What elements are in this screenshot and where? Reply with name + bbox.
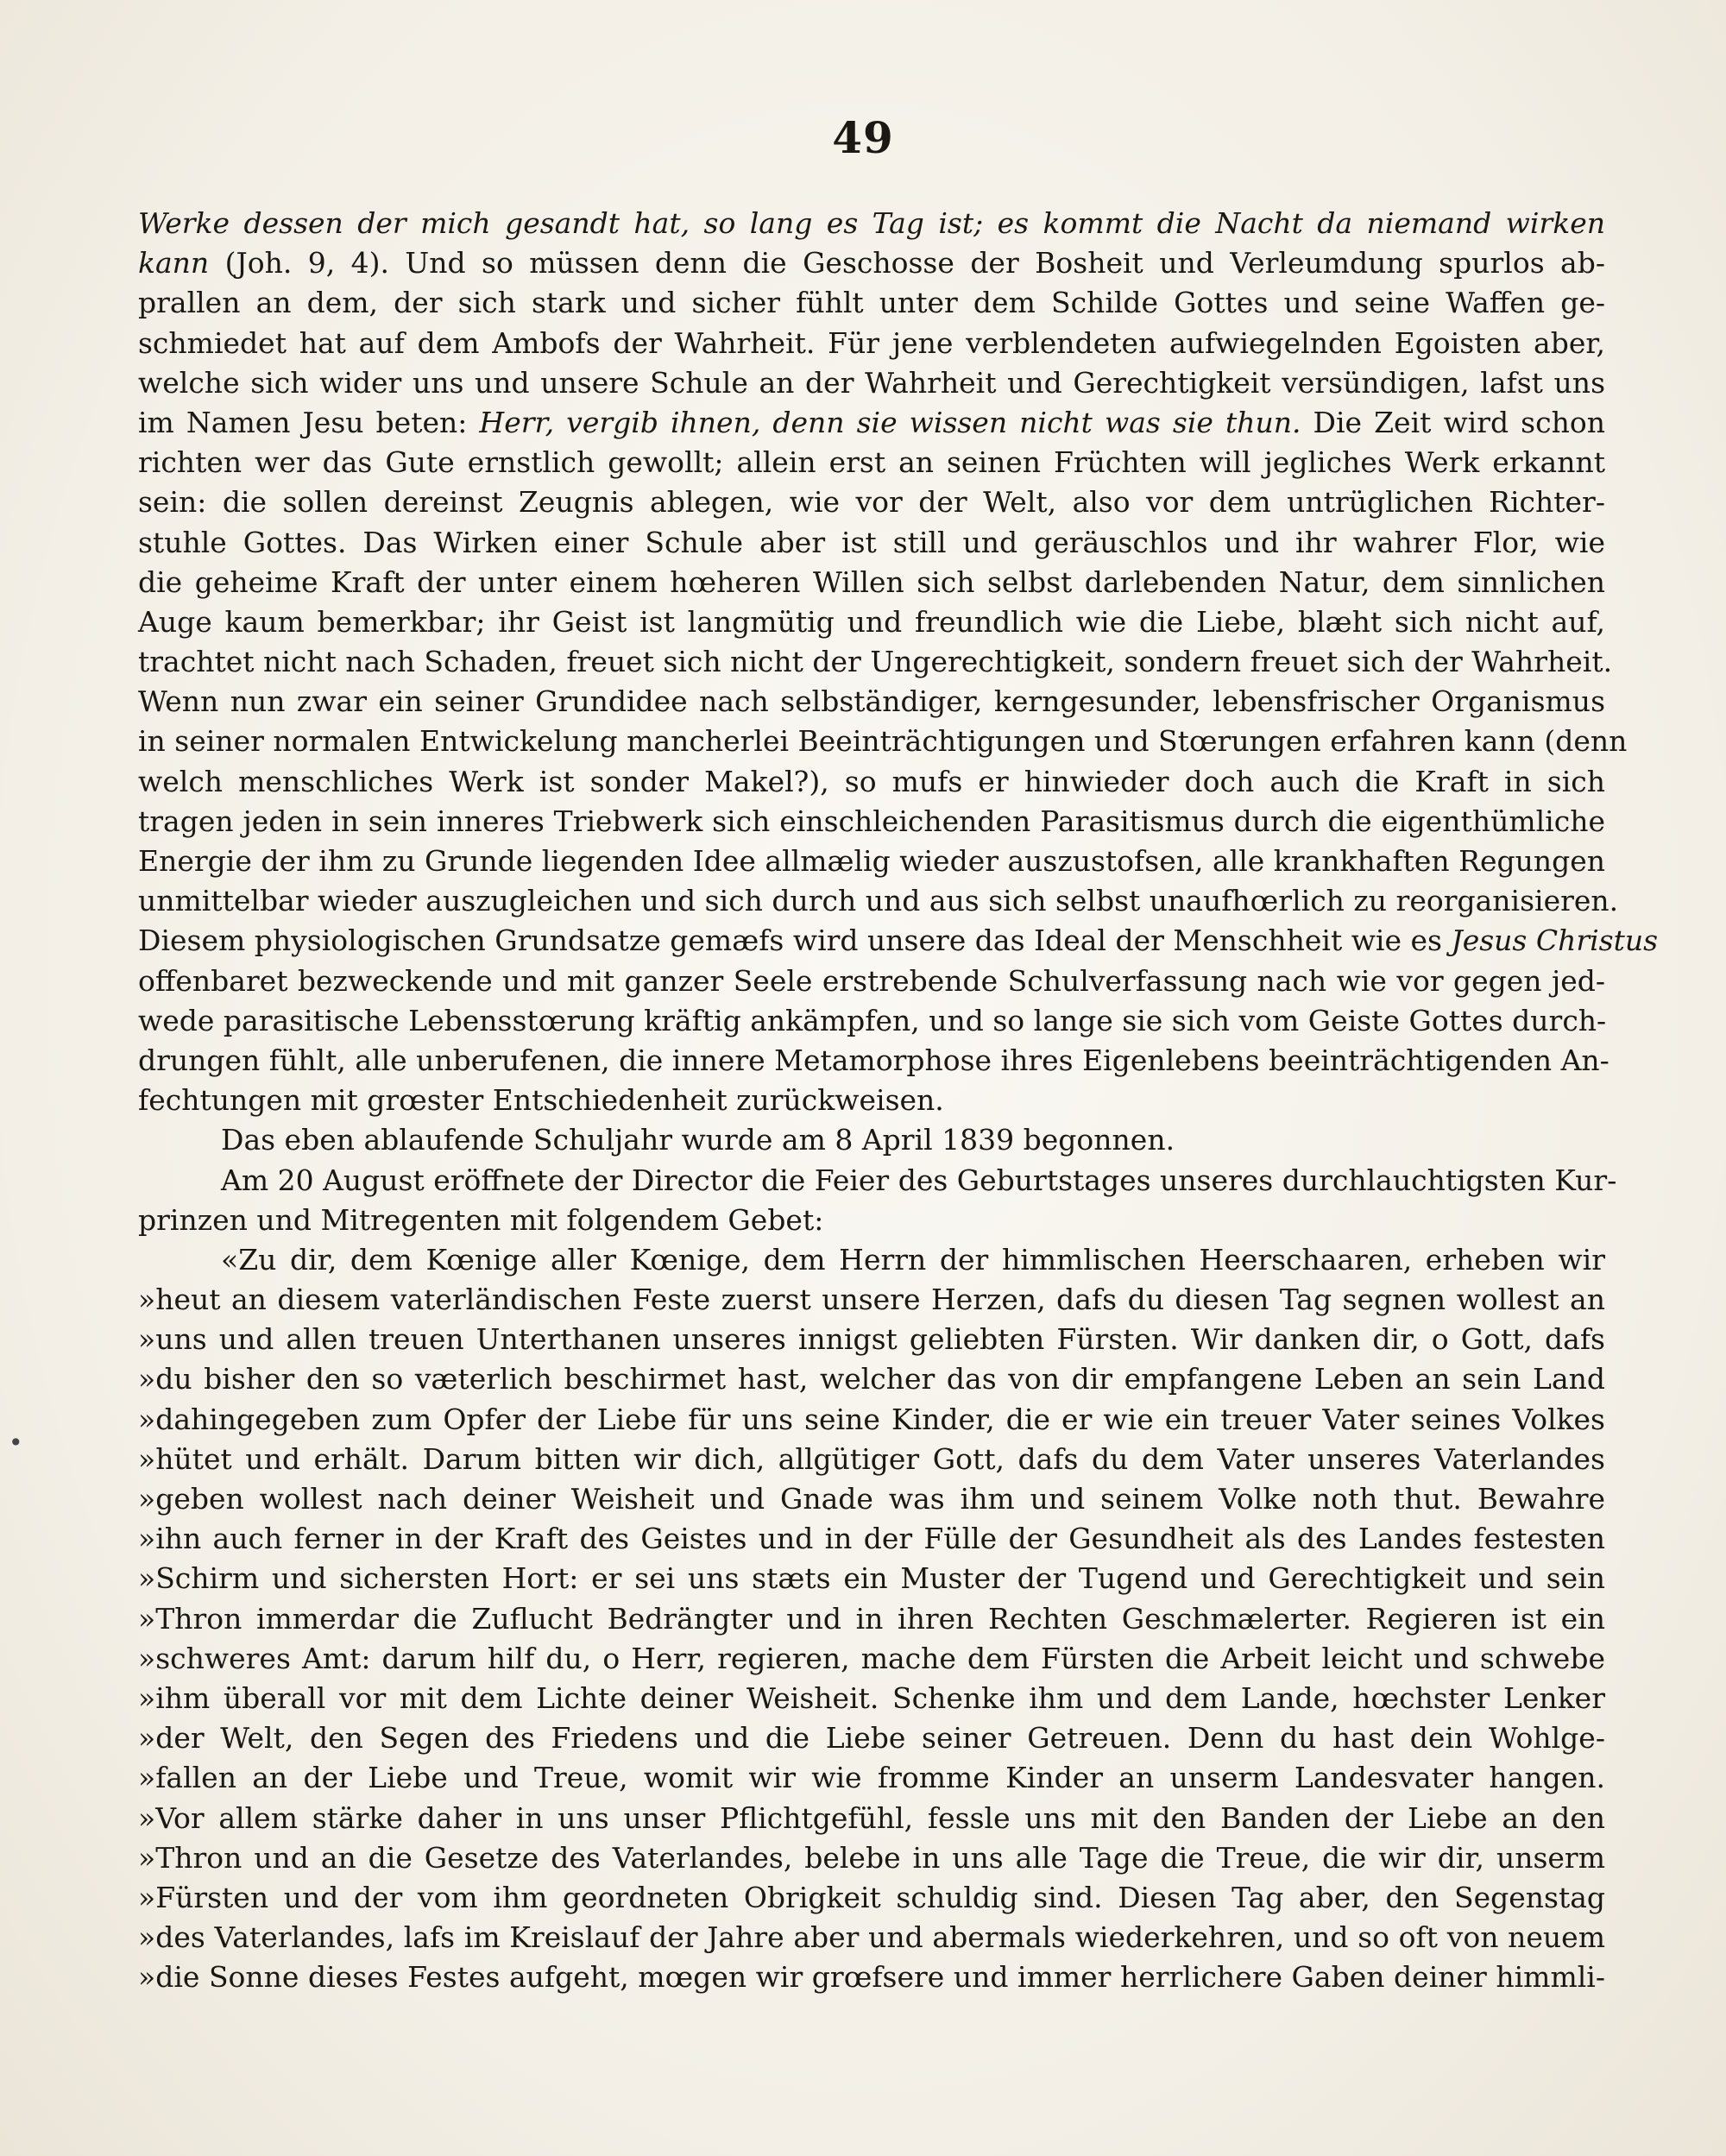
line-text: »des Vaterlandes, lafs im Kreislauf der Jahre aber und abermals wiederkehren, und so oft von neuem	[138, 1920, 1605, 1955]
line-text: prallen an dem, der sich stark und sicher fühlt unter dem Schilde Gottes und seine Waffen ge-	[138, 286, 1605, 320]
text-line	[138, 1957, 1605, 1997]
text-line	[138, 1320, 1605, 1359]
line-text: »Fürsten und der vom ihm geordneten Obrigkeit schuldig sind. Diesen Tag aber, den Segenstag	[138, 1880, 1605, 1914]
line-text: »Vor allem stärke daher in uns unser Pflichtgefühl, fessle uns mit den Banden der Liebe an den	[138, 1800, 1605, 1835]
text-line	[138, 1519, 1605, 1559]
text-line	[138, 1918, 1605, 1957]
line-text: unmittelbar wieder auszugleichen und sich durch und aus sich selbst unaufhœrlich zu reorganisieren.	[138, 884, 1619, 918]
text-line	[138, 1201, 1605, 1240]
line-text: »du bisher den so væterlich beschirmet hast, welcher das von dir empfangene Leben an sein Land	[138, 1362, 1605, 1396]
line-text: Auge kaum bemerkbar; ihr Geist ist langmütig und freundlich wie die Liebe, blæht sich nicht auf,	[138, 604, 1605, 639]
line-text: sein: die sollen dereinst Zeugnis ablegen, wie vor der Welt, also vor dem untrüglichen Richter-	[138, 485, 1605, 520]
italic-text: Jesus Christus	[1451, 924, 1659, 958]
text-line	[138, 1559, 1605, 1598]
line-text: schmiedet hat auf dem Ambofs der Wahrheit. Für jene verblendeten aufwiegelnden Egoisten aber,	[138, 325, 1605, 360]
text-line	[138, 881, 1619, 921]
line-text: Das eben ablaufende Schuljahr wurde am 8 April 1839 begonnen.	[221, 1123, 1175, 1157]
line-text: Wenn nun zwar ein seiner Grundidee nach selbständiger, kerngesunder, lebensfrischer Organismus	[138, 684, 1605, 719]
text-line	[138, 243, 1605, 283]
text-line	[138, 921, 1659, 961]
line-text: richten wer das Gute ernstlich gewollt; allein erst an seinen Früchten will jegliches Werk erkannt	[138, 445, 1605, 480]
line-text: »hütet und erhält. Darum bitten wir dich, allgütiger Gott, dafs du dem Vater unseres Vaterlandes	[138, 1441, 1605, 1476]
text-line	[138, 642, 1613, 682]
line-text: tragen jeden in sein inneres Triebwerk sich einschleichenden Parasitismus durch die eigenthümliche	[138, 804, 1605, 838]
line-text: Energie der ihm zu Grunde liegenden Idee allmælig wieder auszustofsen, alle krankhaften Regungen	[138, 844, 1606, 878]
text-line	[138, 1878, 1605, 1918]
italic-text: Werke dessen der mich gesandt hat, so lang es Tag ist; es kommt die Nacht da niemand wirken	[138, 206, 1605, 240]
line-text: wede parasitische Lebensstœrung kräftig ankämpfen, und so lange sie sich vom Geiste Gottes durch-	[138, 1003, 1607, 1037]
text-line	[138, 1240, 1605, 1280]
text-line	[138, 1001, 1605, 1041]
line-text: »der Welt, den Segen des Friedens und die Liebe seiner Getreuen. Denn du hast dein Wohlge-	[138, 1721, 1605, 1756]
line-text: fechtungen mit grœster Entschiedenheit zurückweisen.	[138, 1083, 944, 1118]
text-line	[138, 1440, 1605, 1479]
line-text: offenbaret bezweckende und mit ganzer Seele erstrebende Schulverfassung nach wie vor gegen jed-	[138, 963, 1605, 998]
line-text: Am 20 August eröffnete der Director die Feier des Geburtstages unseres durchlauchtigsten Kur-	[221, 1163, 1617, 1197]
text-line	[138, 482, 1605, 522]
text-line	[138, 363, 1605, 403]
line-text: Diesem physiologischen Grundsatze gemæfs wird unsere das Ideal der Menschheit wie es	[138, 924, 1452, 958]
text-line	[138, 283, 1605, 323]
line-text: drungen fühlt, alle unberufenen, die innere Metamorphose ihres Eigenlebens beeinträchtigenden An-	[138, 1043, 1609, 1077]
text-line	[138, 324, 1605, 363]
line-text: »Schirm und sichersten Hort: er sei uns stæts ein Muster der Tugend und Gerechtigkeit und sein	[138, 1561, 1605, 1596]
margin-mark: •	[9, 1428, 23, 1457]
line-text: »ihm überall vor mit dem Lichte deiner Weisheit. Schenke ihm und dem Lande, hœchster Lenker	[138, 1680, 1605, 1715]
italic-text: Herr, vergib ihnen, denn sie wissen nicht was sie thun.	[479, 405, 1301, 439]
text-line	[138, 1758, 1605, 1798]
line-text: »schweres Amt: darum hilf du, o Herr, regieren, mache dem Fürsten die Arbeit leicht und schwebe	[138, 1641, 1605, 1675]
text-line	[138, 682, 1605, 722]
line-text: »fallen an der Liebe und Treue, womit wir wie fromme Kinder an unserm Landesvater hangen.	[138, 1761, 1605, 1795]
text-line	[138, 1041, 1609, 1081]
line-text: in seiner normalen Entwickelung mancherlei Beeinträchtigungen und Stœrungen erfahren kann (denn	[138, 724, 1628, 759]
line-text: welche sich wider uns und unsere Schule an der Wahrheit und Gerechtigkeit versündigen, lafst uns	[138, 365, 1605, 400]
text-line	[138, 1599, 1605, 1639]
line-text: im Namen Jesu beten:	[138, 405, 480, 439]
line-text: »dahingegeben zum Opfer der Liebe für uns seine Kinder, die er wie ein treuer Vater seines Volkes	[138, 1402, 1605, 1436]
text-line	[138, 1718, 1605, 1758]
text-line	[138, 722, 1628, 761]
line-text: »geben wollest nach deiner Weisheit und Gnade was ihm und seinem Volke noth thut. Bewahre	[138, 1482, 1605, 1516]
line-text: «Zu dir, dem Kœnige aller Kœnige, dem Herrn der himmlischen Heerschaaren, erheben wir	[221, 1242, 1605, 1277]
text-line	[138, 1838, 1605, 1878]
line-text: welch menschliches Werk ist sonder Makel?), so mufs er hinwieder doch auch die Kraft in sich	[138, 764, 1605, 798]
text-line	[138, 842, 1605, 881]
text-line	[138, 443, 1605, 482]
text-line	[138, 961, 1605, 1001]
text-line	[138, 1359, 1605, 1399]
text-line	[138, 1679, 1605, 1718]
text-line	[138, 1639, 1605, 1679]
text-line	[138, 523, 1605, 563]
text-line	[138, 1120, 1605, 1160]
line-text: »Thron immerdar die Zuflucht Bedrängter und in ihren Rechten Geschmælerter. Regieren ist ein	[138, 1601, 1605, 1636]
line-text: »uns und allen treuen Unterthanen unseres innigst geliebten Fürsten. Wir danken dir, o Gott, dafs	[138, 1322, 1605, 1357]
text-line	[138, 1479, 1605, 1519]
text-line	[138, 1400, 1605, 1440]
text-line	[138, 1081, 1605, 1120]
line-text: trachtet nicht nach Schaden, freuet sich nicht der Ungerechtigkeit, sondern freuet sich der Wahrheit.	[138, 645, 1613, 679]
page-number: 49	[832, 112, 894, 163]
line-text: »heut an diesem vaterländischen Feste zuerst unsere Herzen, dafs du diesen Tag segnen wollest an	[138, 1283, 1605, 1317]
text-line	[138, 602, 1605, 642]
line-text: stuhle Gottes. Das Wirken einer Schule aber ist still und geräuschlos und ihr wahrer Flor, wie	[138, 525, 1605, 559]
text-line	[138, 802, 1605, 842]
text-line	[138, 403, 1605, 443]
text-line	[138, 1161, 1617, 1201]
line-text: prinzen und Mitregenten mit folgendem Gebet:	[138, 1202, 824, 1237]
text-line	[138, 204, 1605, 243]
text-line	[138, 563, 1605, 602]
text-line	[138, 1280, 1605, 1320]
body-text	[138, 204, 1659, 1997]
text-line	[138, 1799, 1605, 1838]
line-text: »ihn auch ferner in der Kraft des Geistes und in der Fülle der Gesundheit als des Landes festesten	[138, 1522, 1605, 1556]
text-line	[138, 762, 1605, 802]
line-text: »Thron und an die Gesetze des Vaterlandes, belebe in uns alle Tage die Treue, die wir dir, unserm	[138, 1840, 1605, 1875]
line-text: die geheime Kraft der unter einem hœheren Willen sich selbst darlebenden Natur, dem sinnlichen	[138, 564, 1605, 599]
line-text: (Joh. 9, 4). Und so müssen denn die Geschosse der Bosheit und Verleumdung spurlos ab-	[209, 246, 1605, 281]
line-text: »die Sonne dieses Festes aufgeht, mœgen wir grœfsere und immer herrlichere Gaben deiner himmli-	[138, 1960, 1605, 1995]
italic-text: kann	[138, 246, 210, 281]
line-text: Die Zeit wird schon	[1301, 405, 1605, 439]
